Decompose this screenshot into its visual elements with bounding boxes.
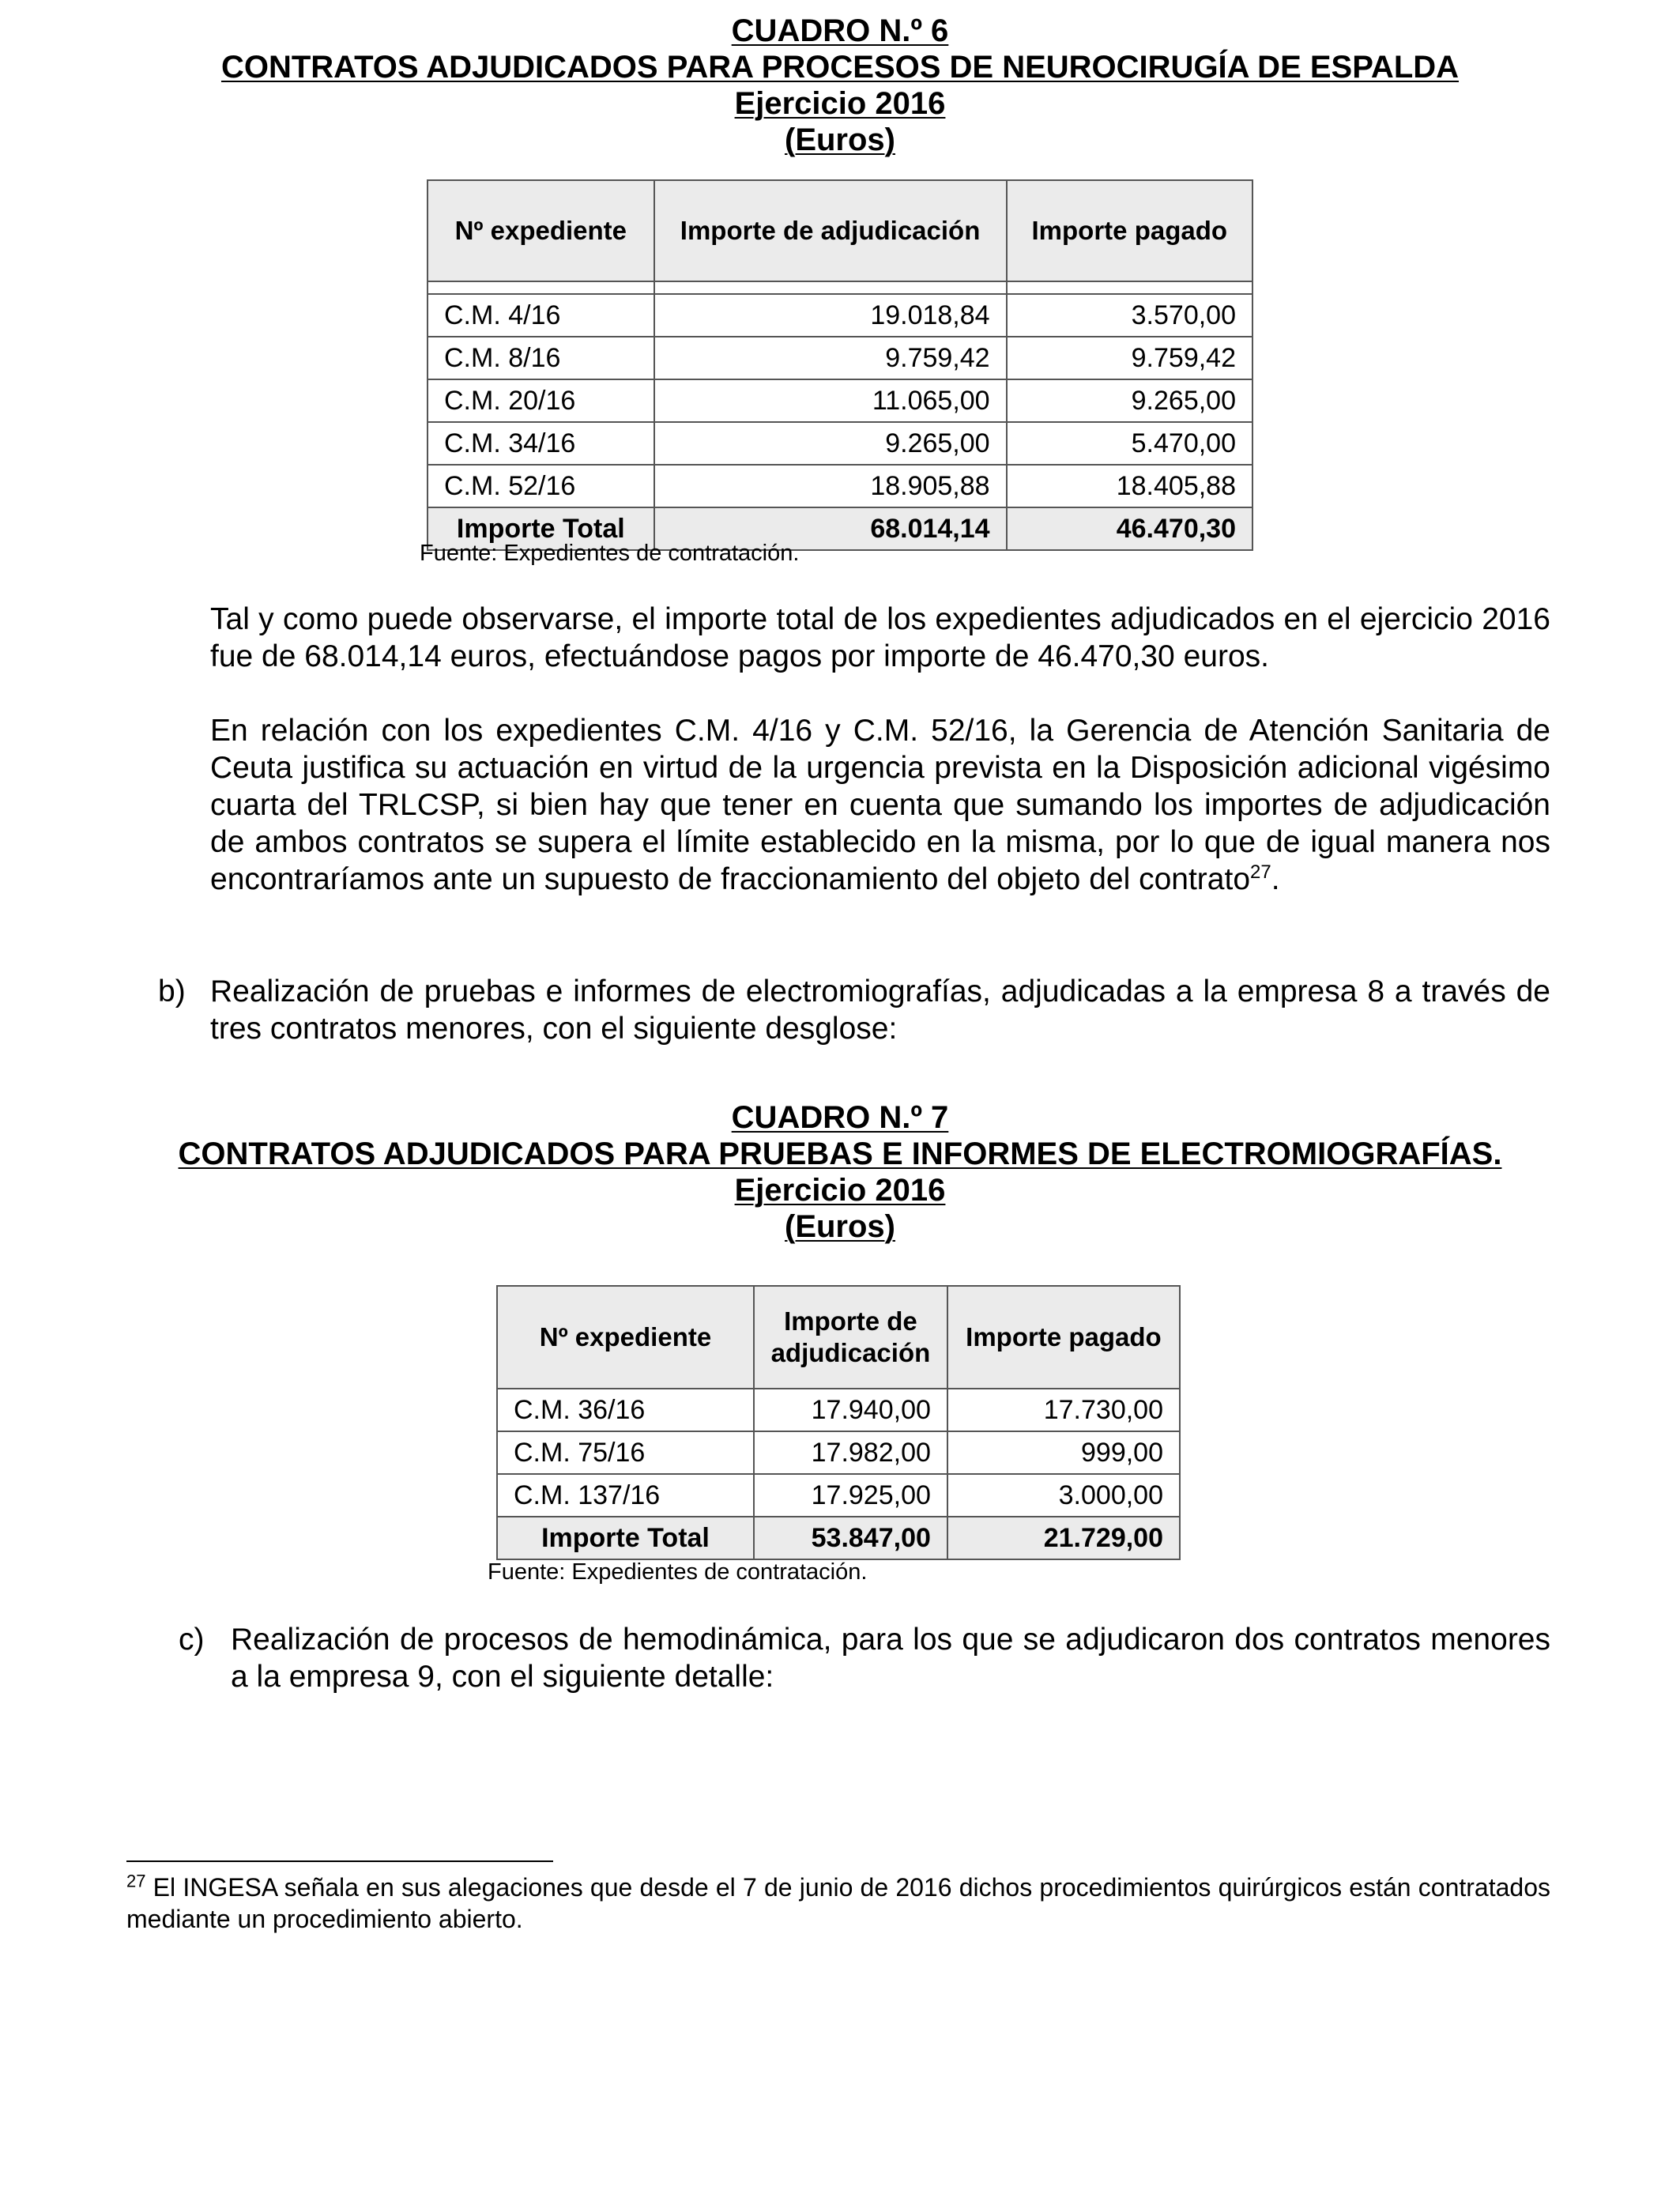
- table-row: [428, 379, 1252, 422]
- cuadro-7-year: Ejercicio 2016: [734, 1173, 946, 1208]
- column-header: Nº expediente: [497, 1286, 754, 1389]
- table-total-row: [497, 1517, 1180, 1559]
- column-header: Importe de adjudicación: [754, 1286, 947, 1389]
- total-label: Importe Total: [497, 1517, 754, 1559]
- table-row: [428, 294, 1252, 337]
- adjudicacion-cell: 19.018,84: [654, 294, 1007, 337]
- pagado-cell: 5.470,00: [1007, 422, 1252, 465]
- adjudicacion-cell: 11.065,00: [654, 379, 1007, 422]
- expediente-cell: C.M. 75/16: [497, 1431, 754, 1474]
- expediente-cell: C.M. 20/16: [428, 379, 654, 422]
- footnote: [126, 1872, 1550, 1935]
- list-marker-b: b): [158, 974, 186, 1008]
- cuadro-7-heading: [0, 1099, 1680, 1245]
- list-marker-c: c): [179, 1623, 205, 1657]
- cuadro-7-unit: (Euros): [785, 1209, 895, 1244]
- footnote-text: El INGESA señala en sus alegaciones que desde el 7 de junio de 2016 dichos procedimientos quirúrgicos están contratados mediante un procedimiento abierto.: [126, 1873, 1550, 1933]
- adjudicacion-cell: 17.925,00: [754, 1474, 947, 1517]
- paragraph-justificacion: [210, 712, 1550, 898]
- table-row: [497, 1431, 1180, 1474]
- table-row: [428, 337, 1252, 379]
- adjudicacion-cell: 17.940,00: [754, 1389, 947, 1431]
- total-label: Importe Total: [428, 507, 654, 550]
- adjudicacion-cell: 9.759,42: [654, 337, 1007, 379]
- table-row: [428, 422, 1252, 465]
- pagado-cell: 999,00: [947, 1431, 1180, 1474]
- paragraph-total-summary: Tal y como puede observarse, el importe total de los expedientes adjudicados en el ejercicio 2016 fue de 68.014,14 euros, efectuándose pagos por importe de 46.470,30 euros.: [210, 602, 1550, 673]
- adjudicacion-cell: 9.265,00: [654, 422, 1007, 465]
- adjudicacion-cell: 17.982,00: [754, 1431, 947, 1474]
- cuadro-7-number: CUADRO N.º 7: [731, 1100, 949, 1135]
- total-adjudicacion: 68.014,14: [654, 507, 1007, 550]
- paragraph-justificacion-end: .: [1271, 862, 1280, 896]
- cuadro-7-source: Fuente: Expedientes de contratación.: [488, 1559, 868, 1585]
- adjudicacion-cell: 18.905,88: [654, 465, 1007, 507]
- expediente-cell: C.M. 36/16: [497, 1389, 754, 1431]
- total-pagado: 46.470,30: [1007, 507, 1252, 550]
- pagado-cell: 9.759,42: [1007, 337, 1252, 379]
- list-item-c: Realización de procesos de hemodinámica, para los que se adjudicaron dos contratos menores a la empresa 9, con el siguiente detalle:: [231, 1623, 1550, 1694]
- list-item-b: Realización de pruebas e informes de electromiografías, adjudicadas a la empresa 8 a través de tres contratos menores, con el siguiente desglose:: [210, 974, 1550, 1046]
- table-header-row: [428, 180, 1252, 281]
- pagado-cell: 9.265,00: [1007, 379, 1252, 422]
- cuadro-6-unit: (Euros): [785, 123, 895, 157]
- cuadro-6-source: Fuente: Expedientes de contratación.: [420, 541, 800, 566]
- total-pagado: 21.729,00: [947, 1517, 1180, 1559]
- pagado-cell: 3.570,00: [1007, 294, 1252, 337]
- cuadro-6-table: [427, 179, 1253, 551]
- table-row: [497, 1389, 1180, 1431]
- cuadro-6-heading: [0, 13, 1680, 158]
- cuadro-7-title: CONTRATOS ADJUDICADOS PARA PRUEBAS E INFORMES DE ELECTROMIOGRAFÍAS.: [178, 1137, 1502, 1171]
- footnote-ref: 27: [1250, 861, 1271, 883]
- pagado-cell: 18.405,88: [1007, 465, 1252, 507]
- table-row: [497, 1474, 1180, 1517]
- column-header: Nº expediente: [428, 180, 654, 281]
- pagado-cell: 3.000,00: [947, 1474, 1180, 1517]
- column-header: Importe de adjudicación: [654, 180, 1007, 281]
- cuadro-6-title: CONTRATOS ADJUDICADOS PARA PROCESOS DE NEUROCIRUGÍA DE ESPALDA: [220, 50, 1460, 85]
- paragraph-justificacion-text: En relación con los expedientes C.M. 4/16 y C.M. 52/16, la Gerencia de Atención Sanitaria de Ceuta justifica su actuación en virtud de la urgencia prevista en la Disposición adicional vigésimo cuarta del TRLCSP, si bien hay que tener en cuenta que sumando los importes de adjudicación de ambos contratos se supera el límite establecido en la misma, por lo que de igual manera nos encontraríamos ante un supuesto de fraccionamiento del objeto del contrato: [210, 714, 1550, 896]
- column-header: Importe pagado: [947, 1286, 1180, 1389]
- expediente-cell: C.M. 34/16: [428, 422, 654, 465]
- table-row: [428, 465, 1252, 507]
- total-adjudicacion: 53.847,00: [754, 1517, 947, 1559]
- cuadro-6-number: CUADRO N.º 6: [731, 13, 949, 48]
- expediente-cell: C.M. 137/16: [497, 1474, 754, 1517]
- column-header: Importe pagado: [1007, 180, 1252, 281]
- table-spacer: [428, 281, 1252, 294]
- cuadro-7-table: [496, 1285, 1181, 1560]
- expediente-cell: C.M. 4/16: [428, 294, 654, 337]
- table-header-row: [497, 1286, 1180, 1389]
- cuadro-6-year: Ejercicio 2016: [734, 86, 946, 121]
- expediente-cell: C.M. 52/16: [428, 465, 654, 507]
- footnote-number: 27: [126, 1871, 146, 1891]
- pagado-cell: 17.730,00: [947, 1389, 1180, 1431]
- footnote-separator: [126, 1860, 553, 1862]
- expediente-cell: C.M. 8/16: [428, 337, 654, 379]
